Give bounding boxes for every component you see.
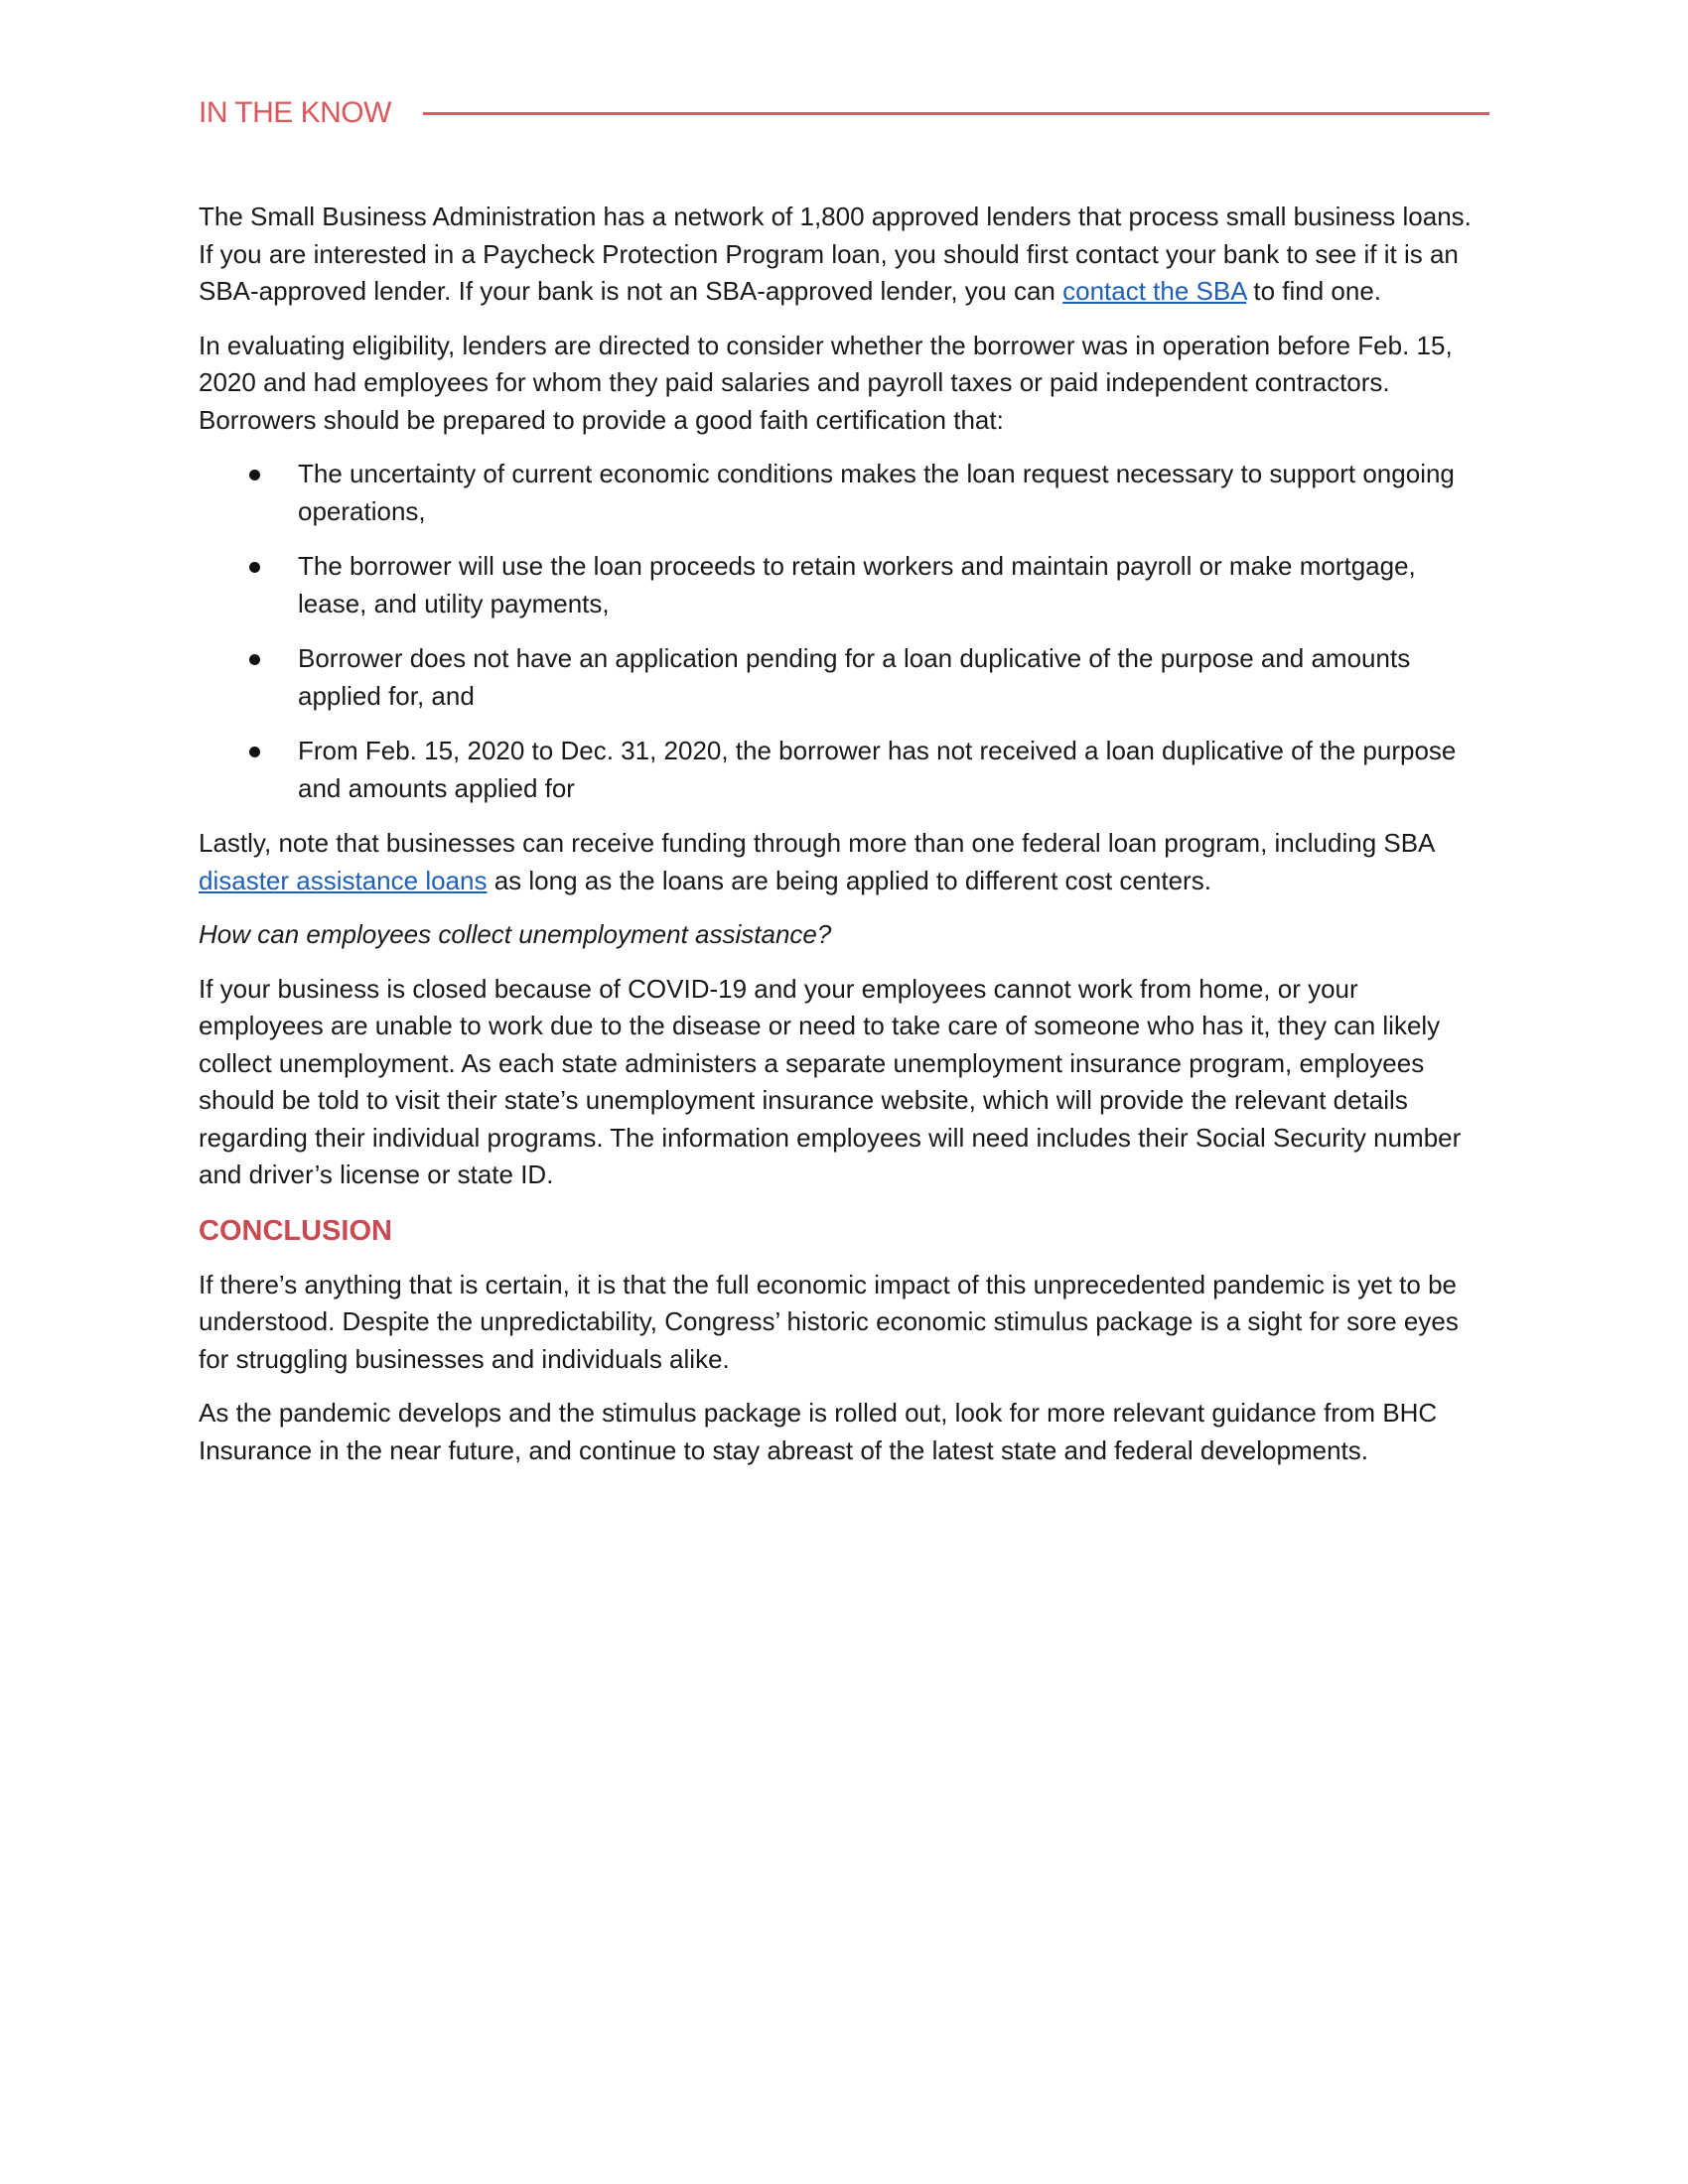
list-item [199,733,1489,807]
paragraph-text: as long as the loans are being applied to different cost centers. [487,865,1211,895]
list-item [199,640,1489,715]
bullet-icon [249,654,260,665]
bullet-icon [249,470,260,480]
list-item-text: Borrower does not have an application pending for a loan duplicative of the purpose and amounts applied for, and [298,643,1411,711]
conclusion-heading: CONCLUSION [199,1214,392,1247]
list-item [199,548,1489,622]
paragraph-text: to find one. [1246,276,1382,306]
disaster-assistance-loans-link[interactable]: disaster assistance loans [199,865,488,895]
paragraph-unemployment: If your business is closed because of COVID-19 and your employees cannot work from home, or your employees are unable to work due to the disease or need to take care of someone who has it, they can likely collect unemployment. As each state administers a separate unemployment insurance program, employees should be told to visit their state’s unemployment insurance website, which will provide the relevant details regarding their individual programs. The information employees will need includes their Social Security number and driver’s license or state ID. [199,973,1462,1189]
paragraph-eligibility: In evaluating eligibility, lenders are directed to consider whether the borrower was in operation before Feb. 15, 2020 and had employees for whom they paid salaries and payroll taxes or paid independent contractors. Borrowers should be prepared to provide a good faith certification that: [199,330,1453,435]
article-body [199,199,1489,1486]
list-item-text: The uncertainty of current economic conditions makes the loan request necessary to support ongoing operations, [298,459,1455,526]
list-item-text: From Feb. 15, 2020 to Dec. 31, 2020, the borrower has not received a loan duplicative of the purpose and amounts applied for [298,736,1457,803]
bullet-icon [249,747,260,757]
paragraph-text: Lastly, note that businesses can receive funding through more than one federal loan program, including SBA [199,828,1434,858]
unemployment-question-heading: How can employees collect unemployment assistance? [199,919,832,949]
list-item [199,456,1489,530]
paragraph-text: The Small Business Administration has a network of 1,800 approved lenders that process small business loans. If you are interested in a Paycheck Protection Program loan, you should first contact your bank to see if it is an SBA-approved lender. If your bank is not an SBA-approved lender, you can [199,202,1472,306]
header-rule [423,112,1489,115]
paragraph-multiple-programs [199,825,1489,899]
bullet-icon [249,562,260,573]
paragraph-conclusion: If there’s anything that is certain, it is that the full economic impact of this unprecedented pandemic is yet to be understood. Despite the unpredictability, Congress’ historic economic stimulus package is a sight for sore eyes for struggling businesses and individuals alike. [199,1269,1459,1374]
paragraph-sba-lenders [199,199,1489,311]
list-item-text: The borrower will use the loan proceeds to retain workers and maintain payroll or make mortgage, lease, and utility payments, [298,551,1416,618]
contact-sba-link[interactable]: contact the SBA [1062,276,1247,306]
header-title: IN THE KNOW [199,96,391,129]
page-header [199,91,1489,135]
paragraph-closing: As the pandemic develops and the stimulus package is rolled out, look for more relevant guidance from BHC Insurance in the near future, and continue to stay abreast of the latest state and federal developments. [199,1398,1438,1465]
certification-list [199,456,1489,807]
